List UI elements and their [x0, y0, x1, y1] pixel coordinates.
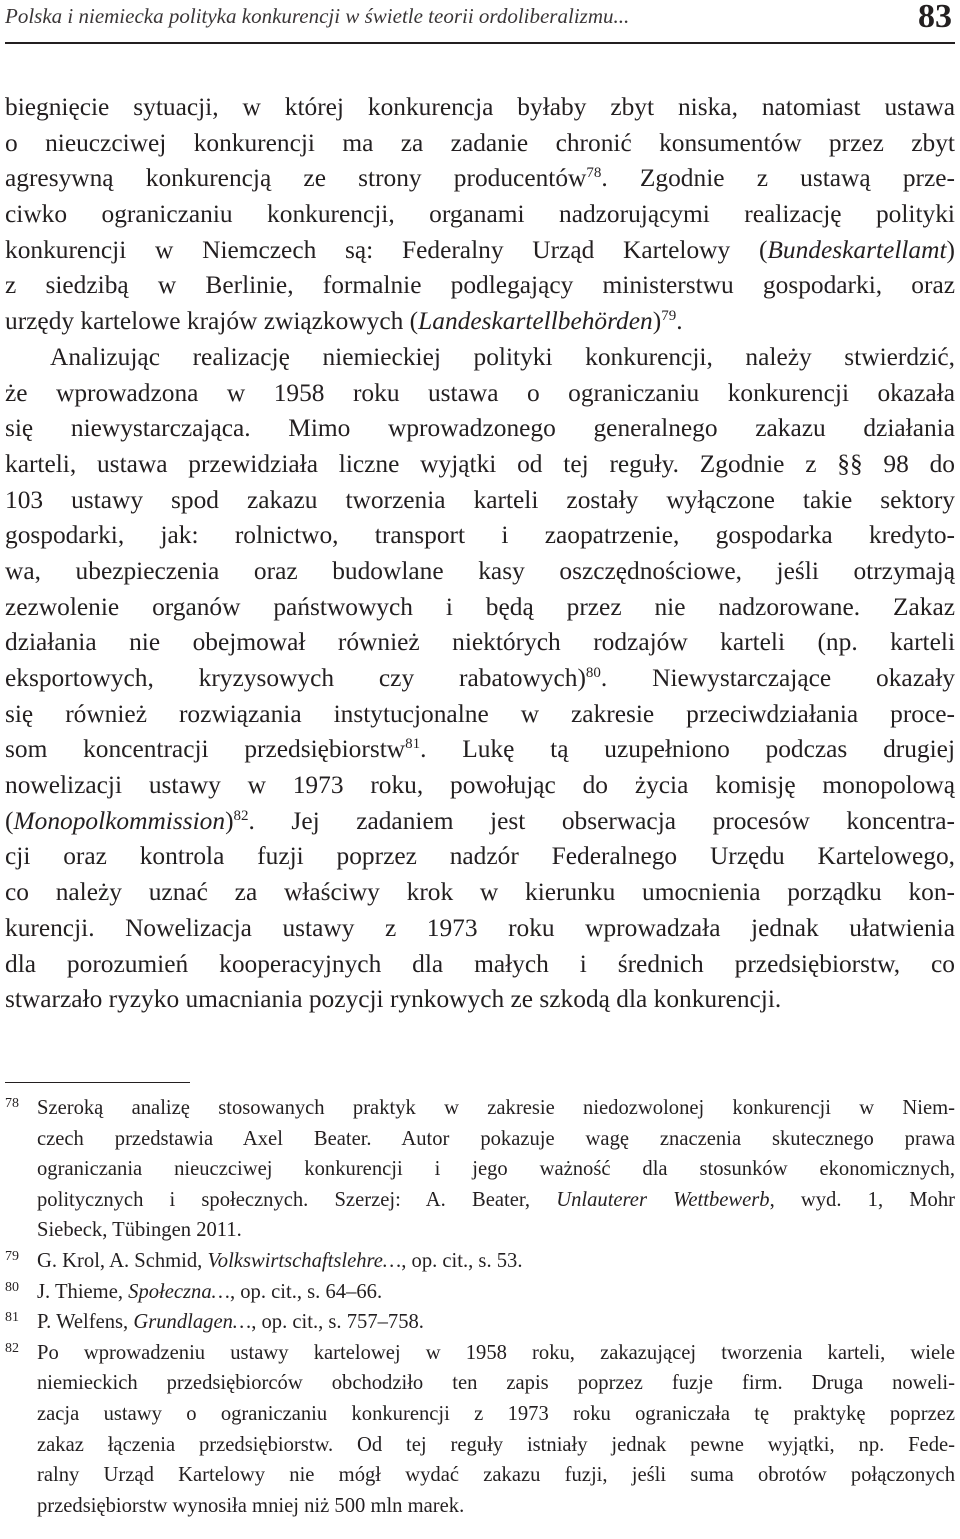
- footnote-line: zacja ustawy o ograniczaniu konkurencji z 1973 roku ograniczała tę praktykę poprzez: [37, 1402, 955, 1425]
- text-line: o nieuczciwej konkurencji ma za zadanie chronić konsumentów przez zbyt: [5, 128, 955, 157]
- footnote-ref-81[interactable]: 81: [405, 736, 421, 753]
- text-segment: , op. cit., s. 64–66.: [229, 1280, 383, 1303]
- header-rule: [5, 42, 955, 44]
- text-segment: , op. cit., s. 53.: [401, 1249, 523, 1272]
- running-title: Polska i niemiecka polityka konkurencji w świetle teorii ordoliberalizmu...: [5, 4, 630, 28]
- text-line: co należy uznać za właściwy krok w kierunku umocnienia porządku kon-: [5, 878, 955, 907]
- text-segment: , wyd. 1, Mohr: [769, 1188, 955, 1211]
- text-line: dla porozumień kooperacyjnych dla małych i średnich przedsiębiorstw, co: [5, 949, 955, 978]
- footnote-number: 82: [5, 1340, 19, 1356]
- text-line: [5, 161, 955, 197]
- text-segment: .: [676, 307, 683, 336]
- italic-title: Społeczna…: [128, 1280, 230, 1303]
- footnote-line: niemieckich przedsiębiorców obchodziło ten zapis poprzez fuzje firm. Druga noweli-: [37, 1372, 955, 1395]
- footnote-number: 81: [5, 1310, 19, 1326]
- italic-term: Landeskartellbehörden: [418, 307, 653, 336]
- italic-title: Grundlagen…: [133, 1311, 252, 1334]
- text-segment: som koncentracji przedsiębiorstw: [5, 735, 406, 764]
- text-line: [5, 804, 955, 840]
- text-line: cji oraz kontrola fuzji poprzez nadzór Federalnego Urzędu Kartelowego,: [5, 842, 955, 871]
- text-segment: ): [225, 806, 234, 835]
- footnote-line: [37, 1185, 955, 1216]
- italic-title: Unlauterer Wettbewerb: [556, 1188, 770, 1211]
- text-segment: konkurencji w Niemczech są: Federalny Urząd Kartelowy (: [5, 235, 768, 264]
- text-line: że wprowadzona w 1958 roku ustawa o ograniczaniu konkurencji okazała: [5, 378, 955, 407]
- footnote-81: [5, 1307, 955, 1338]
- text-segment: politycznych i społecznych. Szerzej: A. Beater,: [37, 1188, 557, 1211]
- text-line: [5, 233, 955, 269]
- footnote-line: ograniczania nieuczciwej konkurencji i jego ważność dla stosunków ekonomicznych,: [37, 1158, 955, 1181]
- footnote-line: [37, 1307, 955, 1338]
- footnote-line: Po wprowadzeniu ustawy kartelowej w 1958 roku, zakazującej tworzenia karteli, wiele: [37, 1341, 955, 1364]
- footnote-line: Szeroką analizę stosowanych praktyk w zakresie niedozwolonej konkurencji w Niem-: [37, 1097, 955, 1119]
- text-line: [5, 661, 955, 697]
- text-line: ciwko ograniczaniu konkurencji, organami nadzorującymi realizację polityki: [5, 200, 955, 229]
- footnote-separator: [5, 1082, 190, 1083]
- italic-title: Volkswirtschaftslehre…: [207, 1249, 402, 1272]
- text-line: działania nie obejmował również niektórych rodzajów karteli (np. karteli: [5, 628, 955, 657]
- footnote-80: [5, 1277, 955, 1308]
- text-segment: ): [946, 235, 955, 264]
- text-segment: P. Welfens,: [37, 1311, 134, 1334]
- body-text: [5, 90, 955, 1018]
- footnote-line: Siebeck, Tübingen 2011.: [37, 1219, 242, 1242]
- footnote-line: [37, 1246, 955, 1277]
- text-line: [5, 304, 955, 340]
- text-line: się również rozwiązania instytucjonalne w zakresie przeciwdziałania proce-: [5, 699, 955, 728]
- footnote-ref-80[interactable]: 80: [585, 665, 601, 681]
- text-segment: . Jej zadaniem jest obserwacja procesów koncentra-: [248, 806, 955, 835]
- text-line: biegnięcie sytuacji, w której konkurencja byłaby zbyt niska, natomiast ustawa: [5, 93, 955, 121]
- text-segment: . Lukę tą uzupełniono podczas drugiej: [420, 735, 955, 764]
- text-line: gospodarki, jak: rolnictwo, transport i zaopatrzenie, gospodarka kredyto-: [5, 521, 955, 550]
- text-line: [5, 732, 955, 768]
- running-header: [5, 0, 955, 40]
- footnote-ref-79[interactable]: 79: [661, 308, 677, 325]
- footnote-ref-78[interactable]: 78: [586, 165, 602, 182]
- text-line: Analizując realizację niemieckiej polityki konkurencji, należy stwierdzić,: [50, 342, 955, 371]
- page-number: 83: [918, 0, 952, 35]
- footnote-line: zakaz łączenia przedsiębiorstw. Od tej reguły istniały jednak pewne wyjątki, np. Fede-: [37, 1433, 955, 1456]
- text-segment: . Zgodnie z ustawą prze-: [601, 164, 955, 193]
- footnote-78: [5, 1093, 955, 1246]
- text-segment: (: [5, 806, 14, 835]
- text-segment: ): [652, 307, 662, 336]
- text-line: wa, ubezpieczenia oraz budowlane kasy oszczędnościowe, jeśli otrzymają: [5, 556, 955, 585]
- footnote-line: [37, 1277, 955, 1308]
- footnotes: [5, 1093, 955, 1521]
- text-segment: J. Thieme,: [37, 1280, 129, 1303]
- text-line: zezwolenie organów państwowych i będą przez nie nadzorowane. Zakaz: [5, 592, 955, 621]
- footnote-line: czech przedstawia Axel Beater. Autor pokazuje wagę znaczenia skutecznego prawa: [37, 1127, 955, 1150]
- text-line: się niewystarczająca. Mimo wprowadzonego generalnego zakazu działania: [5, 414, 955, 443]
- text-segment: urzędy kartelowe krajów związkowych (: [5, 307, 419, 336]
- text-segment: eksportowych, kryzysowych czy rabatowych): [5, 664, 586, 692]
- text-line: nowelizacji ustawy w 1973 roku, powołując do życia komisję monopolową: [5, 771, 955, 800]
- text-line: karteli, ustawa przewidziała liczne wyjątki od tej reguły. Zgodnie z §§ 98 do: [5, 449, 955, 478]
- italic-term: Monopolkommission: [13, 806, 226, 835]
- text-line: stwarzało ryzyko umacniania pozycji rynkowych ze szkodą dla konkurencji.: [5, 985, 782, 1014]
- text-line: 103 ustawy spod zakazu tworzenia karteli zostały wyłączone takie sektory: [5, 485, 955, 514]
- footnote-line: ralny Urząd Kartelowy nie mógł wydać zakazu fuzji, jeśli suma obrotów połączonych: [37, 1464, 955, 1487]
- footnote-ref-82[interactable]: 82: [233, 807, 249, 824]
- text-line: kurencji. Nowelizacja ustawy z 1973 roku wprowadzała jednak ułatwienia: [5, 913, 955, 942]
- footnote-line: przedsiębiorstw wynosiła mniej niż 500 mln marek.: [37, 1494, 465, 1517]
- footnote-79: [5, 1246, 955, 1277]
- footnote-number: 78: [5, 1096, 19, 1111]
- italic-term: Bundeskartellamt: [767, 235, 947, 264]
- text-segment: agresywną konkurencją ze strony producentów: [5, 164, 587, 193]
- text-segment: . Niewystarczające okazały: [600, 664, 955, 692]
- footnote-number: 79: [5, 1248, 19, 1264]
- footnote-number: 80: [5, 1279, 19, 1295]
- text-segment: , op. cit., s. 757–758.: [251, 1311, 424, 1334]
- text-segment: G. Krol, A. Schmid,: [37, 1249, 208, 1272]
- text-line: z siedzibą w Berlinie, formalnie podlegający ministerstwu gospodarki, oraz: [5, 271, 955, 300]
- footnote-82: [5, 1338, 955, 1522]
